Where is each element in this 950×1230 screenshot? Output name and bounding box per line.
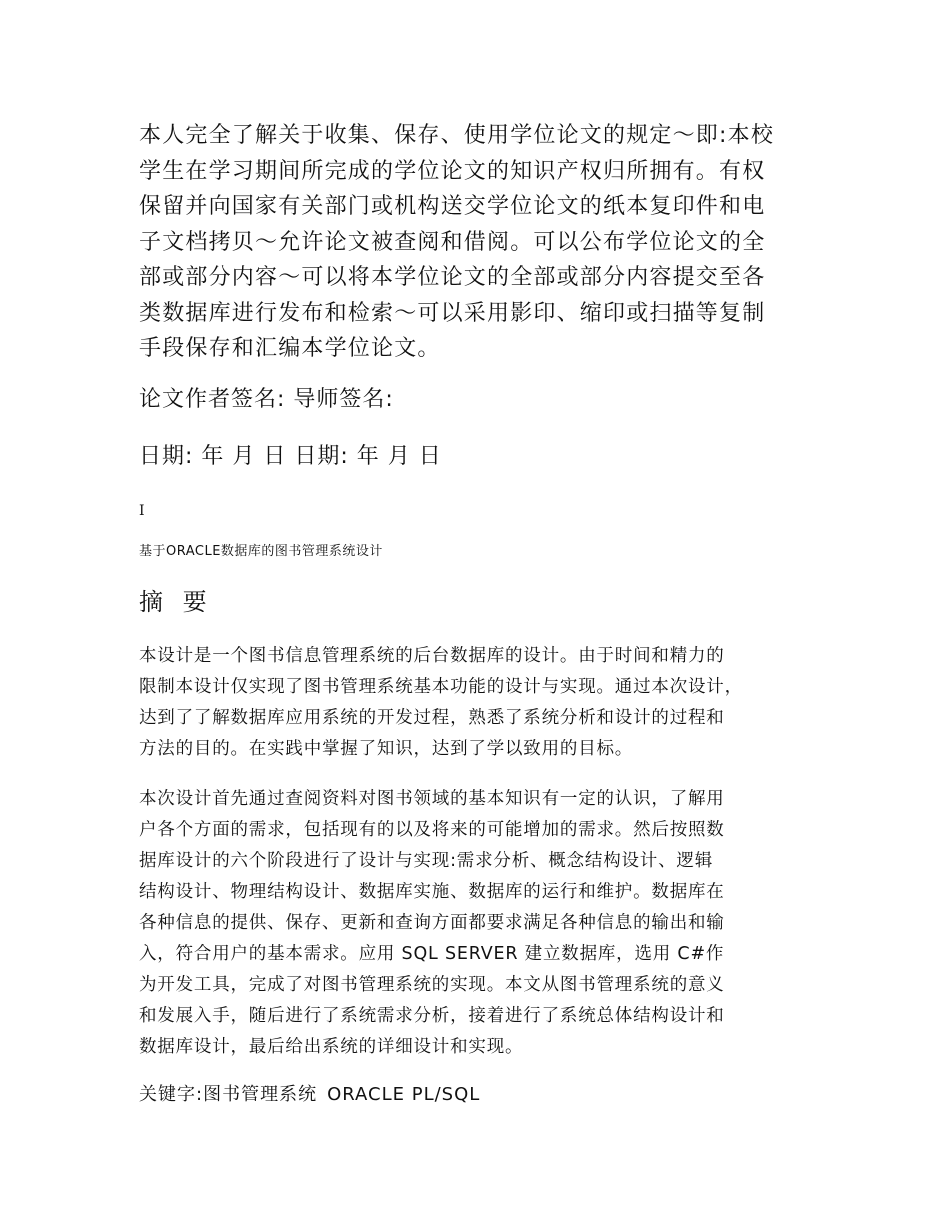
date-line: 日期: 年 月 日 日期: 年 月 日	[139, 443, 442, 469]
document-page	[139, 118, 829, 1109]
abstract-paragraph-1	[139, 641, 829, 765]
page-number: I	[139, 502, 145, 519]
keywords-terms: ORACLE PL/SQL	[327, 1083, 481, 1105]
abstract-line: 为开发工具，完成了对图书管理系统的实现。本文从图书管理系统的意义	[139, 974, 725, 995]
declaration-paragraph	[139, 118, 809, 367]
abstract-line: 本次设计首先通过查阅资料对图书领域的基本知识有一定的认识，了解用	[139, 788, 725, 809]
abstract-heading: 摘 要	[139, 587, 213, 616]
declaration-line: 学生在学习期间所完成的学位论文的知识产权归所拥有。有权	[139, 158, 766, 184]
abstract-line: 各种信息的提供、保存、更新和查询方面都要求满足各种信息的输出和输	[139, 912, 725, 933]
abstract-paragraph-2	[139, 784, 829, 1063]
abstract-line: 入，符合用户的基本需求。应用 SQL SERVER 建立数据库，选用 C#作	[139, 943, 725, 964]
abstract-line: 达到了了解数据库应用系统的开发过程，熟悉了系统分析和设计的过程和	[139, 707, 725, 728]
declaration-line: 类数据库进行发布和检索～可以采用影印、缩印或扫描等复制	[139, 300, 766, 326]
keywords-label: 关键字:图书管理系统	[139, 1083, 318, 1105]
running-title: 基于ORACLE数据库的图书管理系统设计	[139, 543, 383, 559]
declaration-line: 部或部分内容～可以将本学位论文的全部或部分内容提交至各	[139, 265, 766, 290]
declaration-line: 手段保存和汇编本学位论文。	[139, 336, 441, 361]
declaration-line: 保留并向国家有关部门或机构送交学位论文的纸本复印件和电	[139, 194, 766, 219]
abstract-line: 结构设计、物理结构设计、数据库实施、数据库的运行和维护。数据库在	[139, 881, 725, 902]
abstract-line: 本设计是一个图书信息管理系统的后台数据库的设计。由于时间和精力的	[139, 645, 725, 666]
keywords-line	[139, 1081, 829, 1109]
abstract-line: 据库设计的六个阶段进行了设计与实现:需求分析、概念结构设计、逻辑	[139, 850, 713, 871]
abstract-line: 户各个方面的需求，包括现有的以及将来的可能增加的需求。然后按照数	[139, 819, 725, 840]
abstract-line: 和发展入手，随后进行了系统需求分析，接着进行了系统总体结构设计和	[139, 1005, 725, 1026]
abstract-line: 方法的目的。在实践中掌握了知识，达到了学以致用的目标。	[139, 738, 634, 759]
abstract-line: 限制本设计仅实现了图书管理系统基本功能的设计与实现。通过本次设计，	[139, 676, 743, 697]
abstract-line: 数据库设计，最后给出系统的详细设计和实现。	[139, 1036, 524, 1057]
signature-line: 论文作者签名: 导师签名:	[139, 386, 394, 412]
declaration-line: 子文档拷贝～允许论文被查阅和借阅。可以公布学位论文的全	[139, 229, 766, 255]
declaration-line: 本人完全了解关于收集、保存、使用学位论文的规定～即:本校	[139, 123, 775, 148]
